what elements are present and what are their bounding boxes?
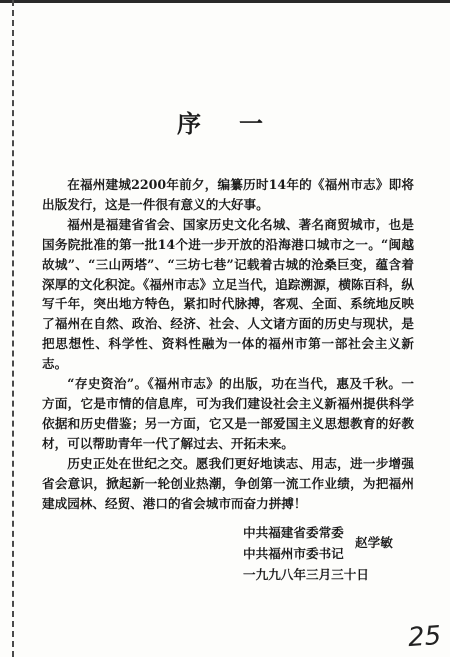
page-top-edge: [0, 0, 450, 3]
signer-name: 赵学敏: [355, 535, 393, 550]
signature-date: 一九九八年三月三十日: [243, 567, 369, 582]
signer-title-1: 中共福建省委常委: [243, 525, 344, 540]
paragraph-4: 历史正处在世纪之交。愿我们更好地读志、用志，进一步增强省会意识，掀起新一轮创业热潮，争创第一流工作业绩，为把福州建成园林、经贸、港口的省会城市而奋力拼搏！: [42, 455, 414, 511]
preface-body: [42, 175, 414, 513]
page-title: 序一: [177, 109, 301, 138]
binding-dashed-line: [12, 0, 14, 657]
handwritten-page-number: 25: [406, 620, 443, 654]
paragraph-3: “存史资治”。《福州市志》的出版，功在当代，惠及千秋。一方面，它是市情的信息库，可为我们建设社会主义新福州提供科学依据和历史借鉴；另一方面，它又是一部爱国主义思想教育的好教材，可以帮助青年一代了解过去、开拓未来。: [42, 376, 414, 451]
signature-block: [243, 522, 433, 585]
paragraph-1: 在福州建城2200年前夕，编纂历时14年的《福州市志》即将出版发行，这是一件很有意义的大好事。: [42, 177, 414, 212]
paragraph-2: 福州是福建省省会、国家历史文化名城、著名商贸城市，也是国务院批准的第一批14个进一步开放的沿海港口城市之一。“闽越故城”、“三山两塔”、“三坊七巷”记载着古城的沧桑巨变，蕴含着深厚的文化积淀。《福州市志》立足当代，追踪溯源，横陈百科，纵写千年，突出地方特色，紧扣时代脉搏，客观、全面、系统地反映了福州在自然、政治、经济、社会、人文诸方面的历史与现状，是把思想性、科学性、资料性融为一体的福州市第一部社会主义新志。: [42, 216, 414, 372]
signer-title-2: 中共福州市委书记: [243, 546, 344, 561]
